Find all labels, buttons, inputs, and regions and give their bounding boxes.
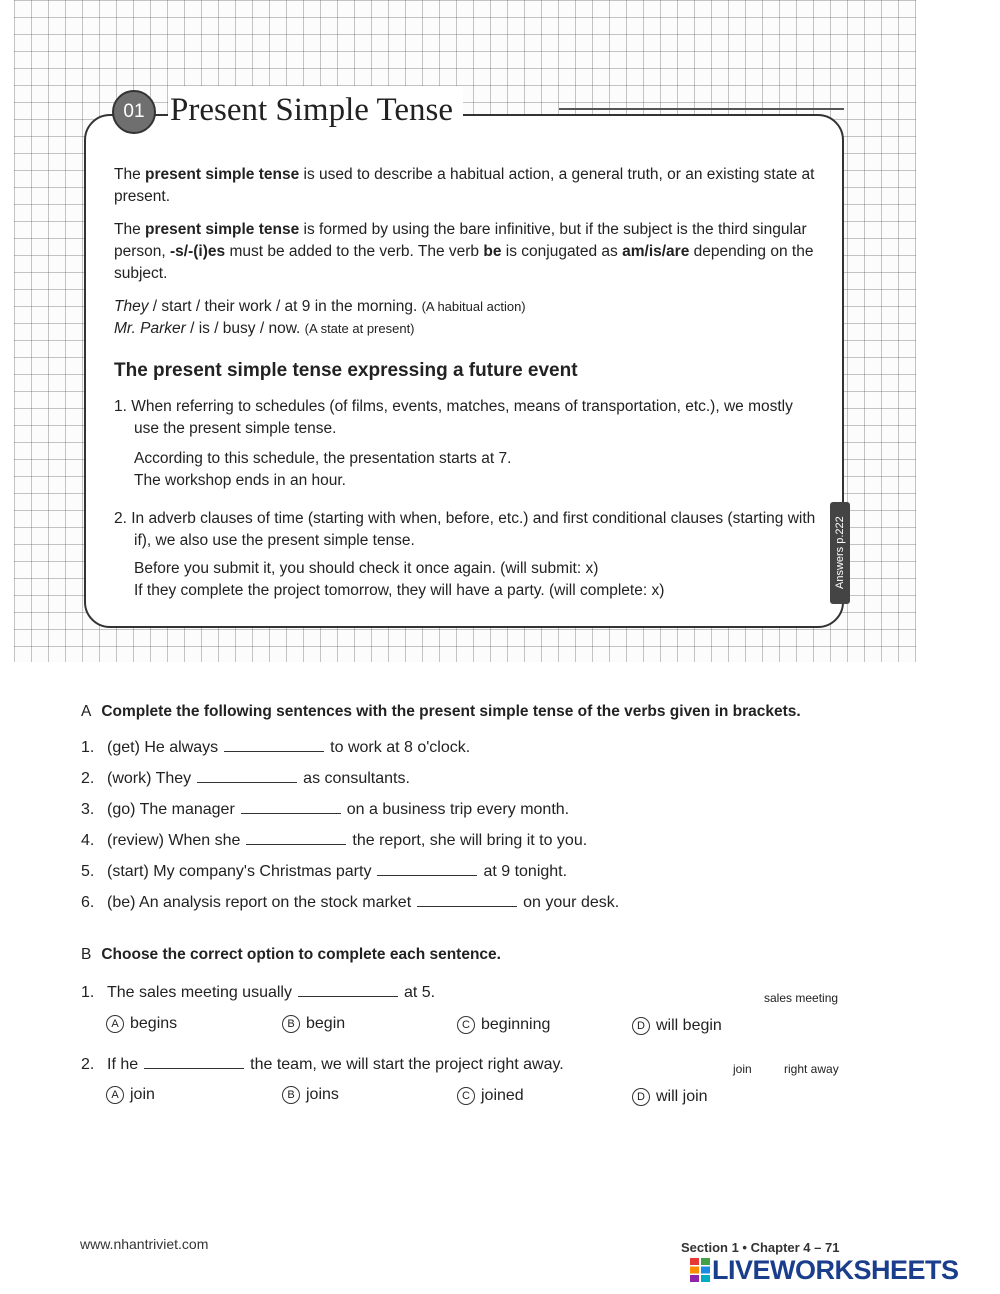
rule-2 (114, 508, 820, 602)
option-letter: D (632, 1017, 650, 1035)
option-text: joined (481, 1087, 524, 1104)
answer-blank[interactable] (417, 894, 517, 907)
text-before: My company's Christmas party (153, 863, 372, 880)
verb-hint: (review) (107, 832, 164, 849)
answer-blank[interactable] (224, 739, 324, 752)
verb-hint: (work) (107, 770, 152, 787)
text-before: When she (168, 832, 241, 849)
text: is used to describe a habitual action, a general truth, or an existing state at present. (114, 166, 815, 205)
text: is formed by using the bare infinitive, but if the subject is the third singular person, (114, 221, 807, 260)
text: / start / their work / at 9 in the morning. (152, 298, 418, 315)
text-before: The manager (139, 801, 235, 818)
text-after: on your desk. (523, 894, 620, 911)
answer-blank[interactable] (241, 801, 341, 814)
exercise-a-item (81, 861, 567, 883)
text: depending on the subject. (114, 243, 814, 282)
verb-hint: (get) (107, 739, 140, 756)
option-d[interactable] (632, 1017, 722, 1035)
page-reference: Section 1 • Chapter 4 – 71 (681, 1240, 840, 1255)
note: (A state at present) (304, 321, 415, 336)
option-a[interactable] (106, 1015, 177, 1033)
answer-blank[interactable] (197, 770, 297, 783)
answer-blank[interactable] (144, 1056, 244, 1069)
answer-blank[interactable] (298, 984, 398, 997)
option-letter: B (282, 1015, 300, 1033)
text-before: If he (107, 1056, 139, 1073)
text: is conjugated as (505, 243, 618, 260)
example-1 (114, 296, 822, 318)
rule-2-example-1: Before you submit it, you should check it once again. (will submit: x) (134, 560, 599, 577)
option-letter: C (457, 1087, 475, 1105)
vocab-note: join (733, 1062, 752, 1076)
text-after: at 9 tonight. (483, 863, 568, 880)
option-b[interactable] (282, 1086, 339, 1104)
note: (A habitual action) (421, 299, 526, 314)
section-b-heading (81, 946, 501, 964)
rule-1-example-1: According to this schedule, the presentation starts at 7. (134, 450, 512, 467)
exercise-a-item (81, 768, 410, 790)
option-letter: A (106, 1086, 124, 1104)
option-b[interactable] (282, 1015, 345, 1033)
rule-number: 1. (114, 398, 127, 415)
text-after: to work at 8 o'clock. (330, 739, 471, 756)
section-instruction: Complete the following sentences with the present simple tense of the verbs given in brackets. (101, 703, 801, 720)
section-letter: A (81, 703, 92, 720)
verb-hint: (be) (107, 894, 136, 911)
text-after: the team, we will start the project right away. (250, 1056, 564, 1073)
option-d[interactable] (632, 1088, 708, 1106)
answer-blank[interactable] (246, 832, 346, 845)
section-letter: B (81, 946, 92, 963)
text: must be added to the verb. The verb (229, 243, 480, 260)
item-number: 2. (81, 1056, 95, 1073)
option-text: will begin (656, 1017, 722, 1034)
option-text: will join (656, 1088, 708, 1105)
intro-paragraph-2: The present simple tense is formed by using the bare infinitive, but if the subject is the third singular person, -s/-(i)es must be added to the verb. The verb be is conjugated as am/is/are depending on the subject. (114, 221, 814, 282)
option-letter: C (457, 1016, 475, 1034)
suffix: -s/-(i)es (170, 243, 226, 260)
lesson-title-row (104, 86, 844, 132)
section-a-heading (81, 703, 801, 721)
option-text: joins (306, 1086, 339, 1103)
item-number: 1. (81, 739, 95, 756)
text-after: at 5. (403, 984, 436, 1001)
be-verb: be (483, 243, 502, 260)
item-number: 5. (81, 863, 95, 880)
exercise-a-item (81, 799, 569, 821)
term: present simple tense (145, 221, 300, 238)
option-letter: D (632, 1088, 650, 1106)
item-number: 6. (81, 894, 95, 911)
exercise-a-item (81, 892, 619, 914)
lesson-title: Present Simple Tense (168, 86, 463, 134)
subject: Mr. Parker (114, 320, 186, 337)
option-text: beginning (481, 1016, 551, 1033)
rule-2-example-2: If they complete the project tomorrow, they will have a party. (will complete: x) (134, 582, 665, 599)
future-heading-wrap (114, 360, 822, 382)
option-c[interactable] (457, 1087, 524, 1105)
exercise-a-item (81, 737, 470, 759)
option-c[interactable] (457, 1016, 550, 1034)
item-number: 1. (81, 984, 95, 1001)
option-text: begins (130, 1015, 178, 1032)
item-number: 4. (81, 832, 95, 849)
exercise-b-item (81, 982, 435, 1004)
option-letter: A (106, 1015, 124, 1033)
text-after: on a business trip every month. (346, 801, 570, 818)
text: / is / busy / now. (190, 320, 301, 337)
text-before: The sales meeting usually (107, 984, 292, 1001)
vocab-note: right away (784, 1062, 839, 1076)
subject: They (114, 298, 149, 315)
item-number: 2. (81, 770, 95, 787)
liveworksheets-logo-icon (690, 1258, 710, 1282)
exercise-b-item (81, 1054, 564, 1076)
future-heading: The present simple tense expressing a future event (114, 360, 578, 381)
item-number: 3. (81, 801, 95, 818)
be-forms: am/is/are (622, 243, 690, 260)
section-instruction: Choose the correct option to complete each sentence. (101, 946, 501, 963)
option-text: join (130, 1086, 155, 1103)
example-2 (114, 318, 822, 340)
lesson-number-badge: 01 (112, 90, 156, 134)
website-link[interactable]: www.nhantriviet.com (80, 1236, 209, 1252)
exercise-a-item (81, 830, 587, 852)
option-text: begin (306, 1015, 346, 1032)
logo-text: LIVEWORKSHEETS (712, 1255, 959, 1285)
rule-number: 2. (114, 510, 127, 527)
rule-1-example-2: The workshop ends in an hour. (134, 472, 346, 489)
rule-text: When referring to schedules (of films, events, matches, means of transportation, etc.), we mostly use the present simple tense. (131, 398, 793, 437)
text-after: the report, she will bring it to you. (352, 832, 588, 849)
answer-blank[interactable] (377, 863, 477, 876)
rule-1 (114, 396, 820, 492)
text-before: An analysis report on the stock market (139, 894, 412, 911)
text-after: as consultants. (303, 770, 410, 787)
text-before: He always (144, 739, 219, 756)
verb-hint: (go) (107, 801, 136, 818)
answers-tab: Answers p.222 (830, 502, 850, 604)
term: present simple tense (145, 166, 300, 183)
text-before: They (155, 770, 192, 787)
option-a[interactable] (106, 1086, 155, 1104)
rule-text: In adverb clauses of time (starting with when, before, etc.) and first conditional clauses (starting with if), we also use the present simple tense. (131, 510, 816, 549)
title-rule (559, 108, 844, 110)
vocab-note: sales meeting (764, 991, 839, 1005)
intro-examples (114, 296, 822, 340)
verb-hint: (start) (107, 863, 149, 880)
option-letter: B (282, 1086, 300, 1104)
intro-paragraph-1: The present simple tense is used to describe a habitual action, a general truth, or an existing state at present. (114, 166, 815, 205)
